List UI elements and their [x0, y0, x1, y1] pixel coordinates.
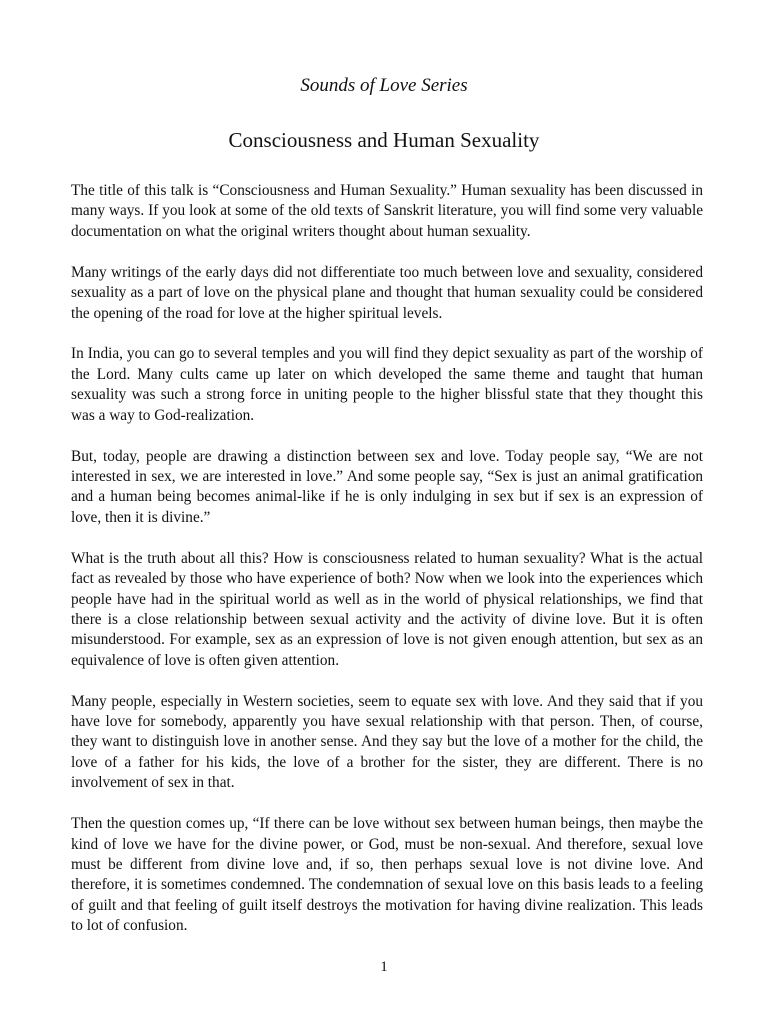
paragraph: The title of this talk is “Consciousness and Human Sexuality.” Human sexuality has been discussed in many ways. If you look at some of the old texts of Sanskrit literature, you will find some very valuable documentation on what the original writers thought about human sexuality.	[71, 182, 703, 240]
page-title: Consciousness and Human Sexuality	[228, 128, 540, 152]
series-title: Sounds of Love Series	[300, 75, 468, 96]
paragraph: Many people, especially in Western societies, seem to equate sex with love. And they said that if you have love for somebody, apparently you have sexual relationship with that person. Then, of course, they want to distinguish love in another sense. And they say but the love of a mother for the child, the love of a father for his kids, the love of a brother for the sister, they are different. There is no involvement of sex in that.	[71, 692, 703, 792]
paragraph: But, today, people are drawing a distinction between sex and love. Today people say, “We are not interested in sex, we are interested in love.” And some people say, “Sex is just an animal gratification and a human being becomes animal-like if he is only indulging in sex but if sex is an expression of love, then it is divine.”	[71, 447, 703, 526]
paragraph: Then the question comes up, “If there can be love without sex between human beings, then maybe the kind of love we have for the divine power, or God, must be non-sexual. And therefore, sexual love must be different from divine love and, if so, then perhaps sexual love is not divine love. And therefore, it is sometimes condemned. The condemnation of sexual love on this basis leads to a feeling of guilt and that feeling of guilt itself destroys the motivation for having divine realization. This leads to lot of confusion.	[71, 815, 703, 935]
page-number: 1	[380, 959, 388, 975]
paragraph: Many writings of the early days did not differentiate too much between love and sexuality, considered sexuality as a part of love on the physical plane and thought that human sexuality could be considered the opening of the road for love at the higher spiritual levels.	[71, 263, 703, 322]
paragraph: What is the truth about all this? How is consciousness related to human sexuality? What is the actual fact as revealed by those who have experience of both? Now when we look into the experiences which people have had in the spiritual world as well as in the world of physical relationships, we find that there is a close relationship between sexual activity and the activity of divine love. But it is often misunderstood. For example, sex as an expression of love is not given enough attention, but sex as an equivalence of love is often given attention.	[71, 549, 703, 669]
paragraph: In India, you can go to several temples and you will find they depict sexuality as part of the worship of the Lord. Many cults came up later on which developed the same theme and taught that human sexuality was such a strong force in uniting people to the higher blissful state that they thought this was a way to God-realization.	[71, 345, 703, 424]
body-text	[71, 181, 703, 957]
